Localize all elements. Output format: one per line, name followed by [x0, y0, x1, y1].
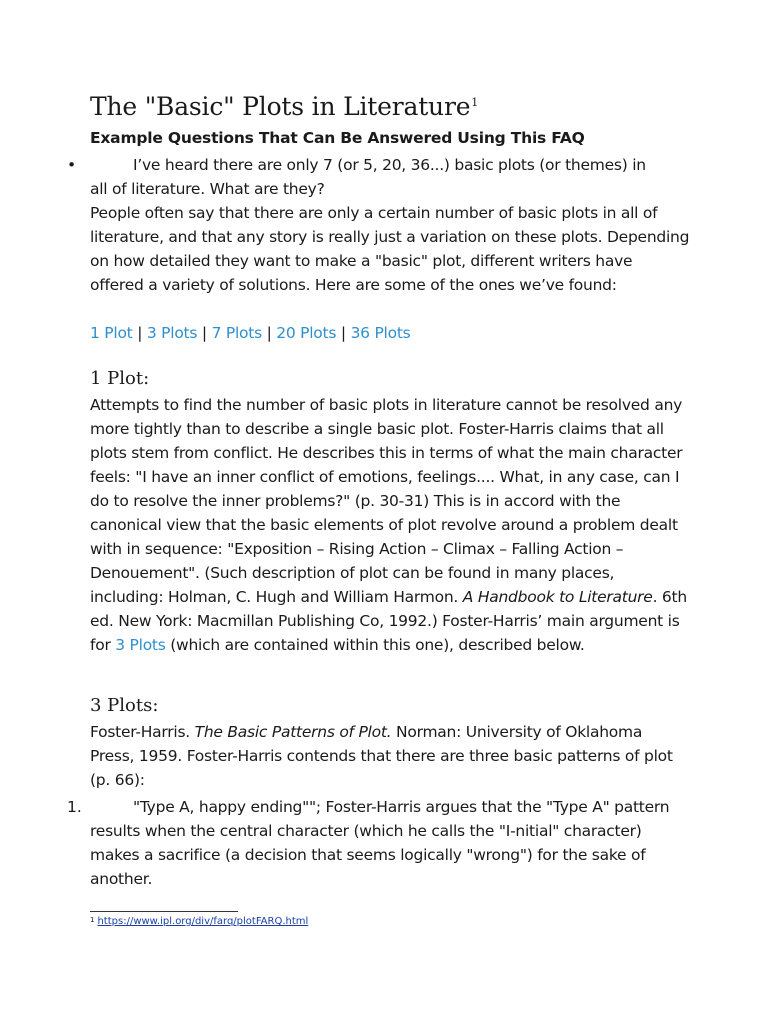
section-1-paragraph: [90, 393, 690, 657]
section-3-text: Norman: University of Oklahoma Press, 1959. Foster-Harris contends that there are three basic patterns of plot (p. 66):: [90, 723, 673, 789]
section-3-book-title: The Basic Patterns of Plot.: [194, 723, 392, 741]
list-item-rest: pattern results when the central character (which he calls the "I-nitial" character) makes a sacrifice (a decision that seems logically "wrong") for the sake of another.: [90, 798, 670, 888]
nav-link-3-plots[interactable]: 3 Plots: [146, 324, 198, 342]
intro-paragraph: People often say that there are only a certain number of basic plots in all of literature, and that any story is really just a variation on these plots. Depending on how detailed they want to make a "basic" plot, different writers have offered a variety of solutions. Here are some of the ones we’ve found:: [90, 204, 690, 294]
question-rest: all of literature. What are they?: [90, 180, 325, 198]
inline-link-3-plots[interactable]: 3 Plots: [115, 636, 166, 654]
section-1-text-c: (which are contained within this one), described below.: [165, 636, 585, 654]
question-bullet: •: [67, 156, 77, 174]
footnote-mark: 1: [90, 916, 95, 924]
section-3-paragraph: [90, 720, 690, 792]
nav-link-20-plots[interactable]: 20 Plots: [276, 324, 337, 342]
footnote-link[interactable]: https://www.ipl.org/div/farq/plotFARQ.html: [97, 916, 309, 927]
list-item-number: 1.: [67, 798, 82, 816]
plot-nav-links: [90, 321, 690, 345]
nav-link-36-plots[interactable]: 36 Plots: [350, 324, 411, 342]
question-first-line: I’ve heard there are only 7 (or 5, 20, 36...) basic plots (or themes) in: [133, 156, 646, 174]
nav-link-7-plots[interactable]: 7 Plots: [211, 324, 262, 342]
nav-separator: |: [137, 324, 143, 342]
list-item-first-line: "Type A, happy ending""; Foster-Harris argues that the "Type A": [133, 798, 610, 816]
faq-subheading: Example Questions That Can Be Answered Using This FAQ: [90, 129, 585, 147]
section-heading-1-plot: 1 Plot:: [90, 368, 150, 389]
nav-separator: |: [266, 324, 272, 342]
footnote-divider: [90, 911, 238, 912]
nav-separator: |: [201, 324, 207, 342]
section-3-author: Foster-Harris.: [90, 723, 195, 741]
nav-link-1-plot[interactable]: 1 Plot: [90, 324, 133, 342]
question-text: [90, 153, 690, 201]
section-heading-3-plots: 3 Plots:: [90, 695, 159, 716]
list-item: [90, 795, 690, 891]
footnote: [90, 916, 308, 927]
section-1-book-title: A Handbook to Literature: [462, 588, 653, 606]
section-1-text-a: Attempts to find the number of basic plots in literature cannot be resolved any more tightly than to describe a single basic plot. Foster-Harris claims that all plots stem from conflict. He describes this in terms of what the main character feels: "I have an inner conflict of emotions, feelings.... What, in any case, can I do to resolve the inner problems?" (p. 30-31) This is in accord with the canonical view that the basic elements of plot revolve around a problem dealt with in sequence: "Exposition – Rising Action – Climax – Falling Action – Denouement". (Such description of plot can be found in many places, including: Holman, C. Hugh and William Harmon.: [90, 396, 683, 606]
page-title: [90, 92, 478, 121]
title-text: The "Basic" Plots in Literature: [90, 92, 471, 121]
section-1-text-b: . 6th ed. New York: Macmillan Publishing Co, 1992.) Foster-Harris’ main argument is for: [90, 588, 687, 654]
nav-separator: |: [340, 324, 346, 342]
title-footnote-mark[interactable]: 1: [471, 96, 479, 109]
